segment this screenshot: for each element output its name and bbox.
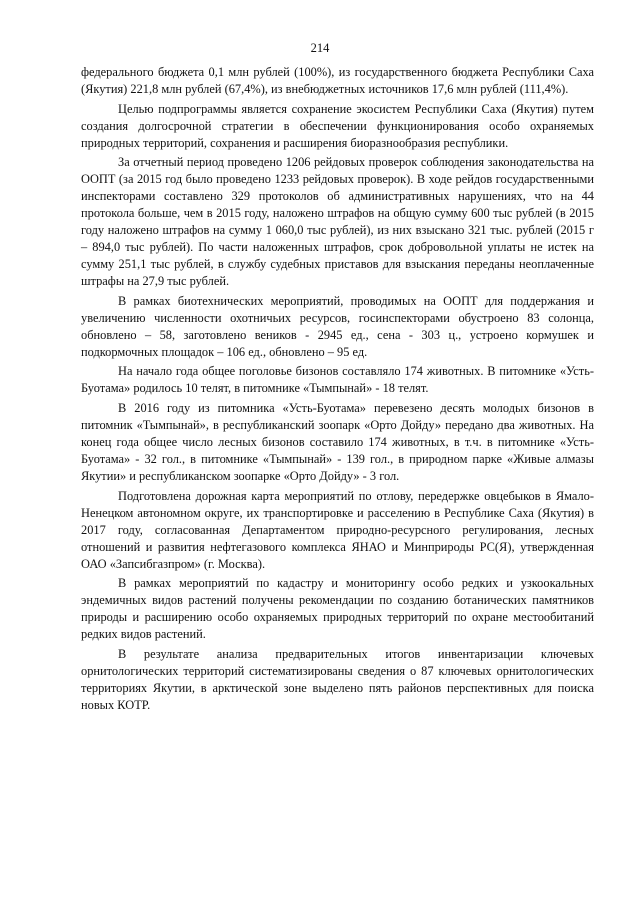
paragraph-ornithological-areas: В результате анализа предварительных итогов инвентаризации ключевых орнитологических территорий систематизированы сведения о 87 ключевых орнитологических территориях Якутии, в арктической зоне выделено пять районов перспективных для поиска новых КОТР. — [81, 646, 594, 712]
paragraph-rare-plants: В рамках мероприятий по кадастру и мониторингу особо редких и узкоокальных эндемичных видов растений получены рекомендации по созданию ботанических памятников природы и расширению особо охраняемых природных территорий по охране местообитаний редких видов растений. — [81, 576, 594, 642]
page-number: 214 — [310, 41, 330, 55]
paragraph-bison-population: На начало года общее поголовье бизонов составляло 174 животных. В питомнике «Усть-Буотама» родилось 10 телят, в питомнике «Тымпынай» - 18 телят. — [81, 364, 594, 396]
paragraph-musk-ox-roadmap: Подготовлена дорожная карта мероприятий по отлову, передержке овцебыков в Ямало-Ненецком автономном округе, их транспортировке и расселению в Республике Саха (Якутия) в 2017 году, согласованная Департаментом природно-ресурсного регулирования, лесных отношений и развития нефтегазового комплекса ЯНАО и Минприроды РС(Я), утвержденная ОАО «Запсибгазпром» (г. Москва). — [81, 488, 594, 571]
paragraph-raid-inspections: За отчетный период проведено 1206 рейдовых проверок соблюдения законодательства на ООПТ (за 2015 год было проведено 1233 рейдовых проверок). В ходе рейдов государственными инспекторами составлено 329 протоколов об административных нарушениях, что на 44 протокола больше, чем в 2015 году, наложено штрафов на общую сумму 600 тыс рублей (в 2015 году наложено штрафов на сумму 1 060,0 тыс рублей), из них взыскано 321 тыс. рублей (2015 г – 894,0 тыс рублей). По части наложенных штрафов, срок добровольной уплаты не истек на сумму 251,1 тыс рублей, в службу судебных приставов для взыскания переданы неоплаченные штрафы на 27,9 тыс рублей. — [81, 155, 594, 289]
paragraph-biotechnical-measures: В рамках биотехнических мероприятий, проводимых на ООПТ для поддержания и увеличению численности охотничьих ресурсов, госинспекторами обустроено 83 солонца, обновлено – 58, заготовлено веников - 2945 ед., сена - 303 ц., устроено кормушек и подкормочных площадок – 106 ед., обновлено – 95 ед. — [81, 293, 594, 359]
paragraph-budget-continuation: федерального бюджета 0,1 млн рублей (100%), из государственного бюджета Республики Саха (Якутия) 221,8 млн рублей (67,4%), из внебюджетных источников 17,6 млн рублей (111,4%). — [81, 65, 594, 96]
paragraph-subprogram-goal: Целью подпрограммы является сохранение экосистем Республики Саха (Якутия) путем создания долгосрочной стратегии в обеспечении функционирования особо охраняемых природных территорий, сохранения и расширения биоразнообразия республики. — [81, 101, 594, 150]
paragraph-bison-transfer: В 2016 году из питомника «Усть-Буотама» перевезено десять молодых бизонов в питомник «Тымпынай», в республиканский зоопарк «Орто Дойду» передано два животных. На конец года общее число лесных бизонов составило 174 животных, в т.ч. в питомнике «Усть-Буотама» - 32 гол., в питомнике «Тымпынай» - 139 гол., в природном парке «Живые алмазы Якутии» и республиканском зоопарке «Орто Дойду» - 3 гол. — [81, 400, 594, 483]
body-text — [81, 64, 594, 714]
